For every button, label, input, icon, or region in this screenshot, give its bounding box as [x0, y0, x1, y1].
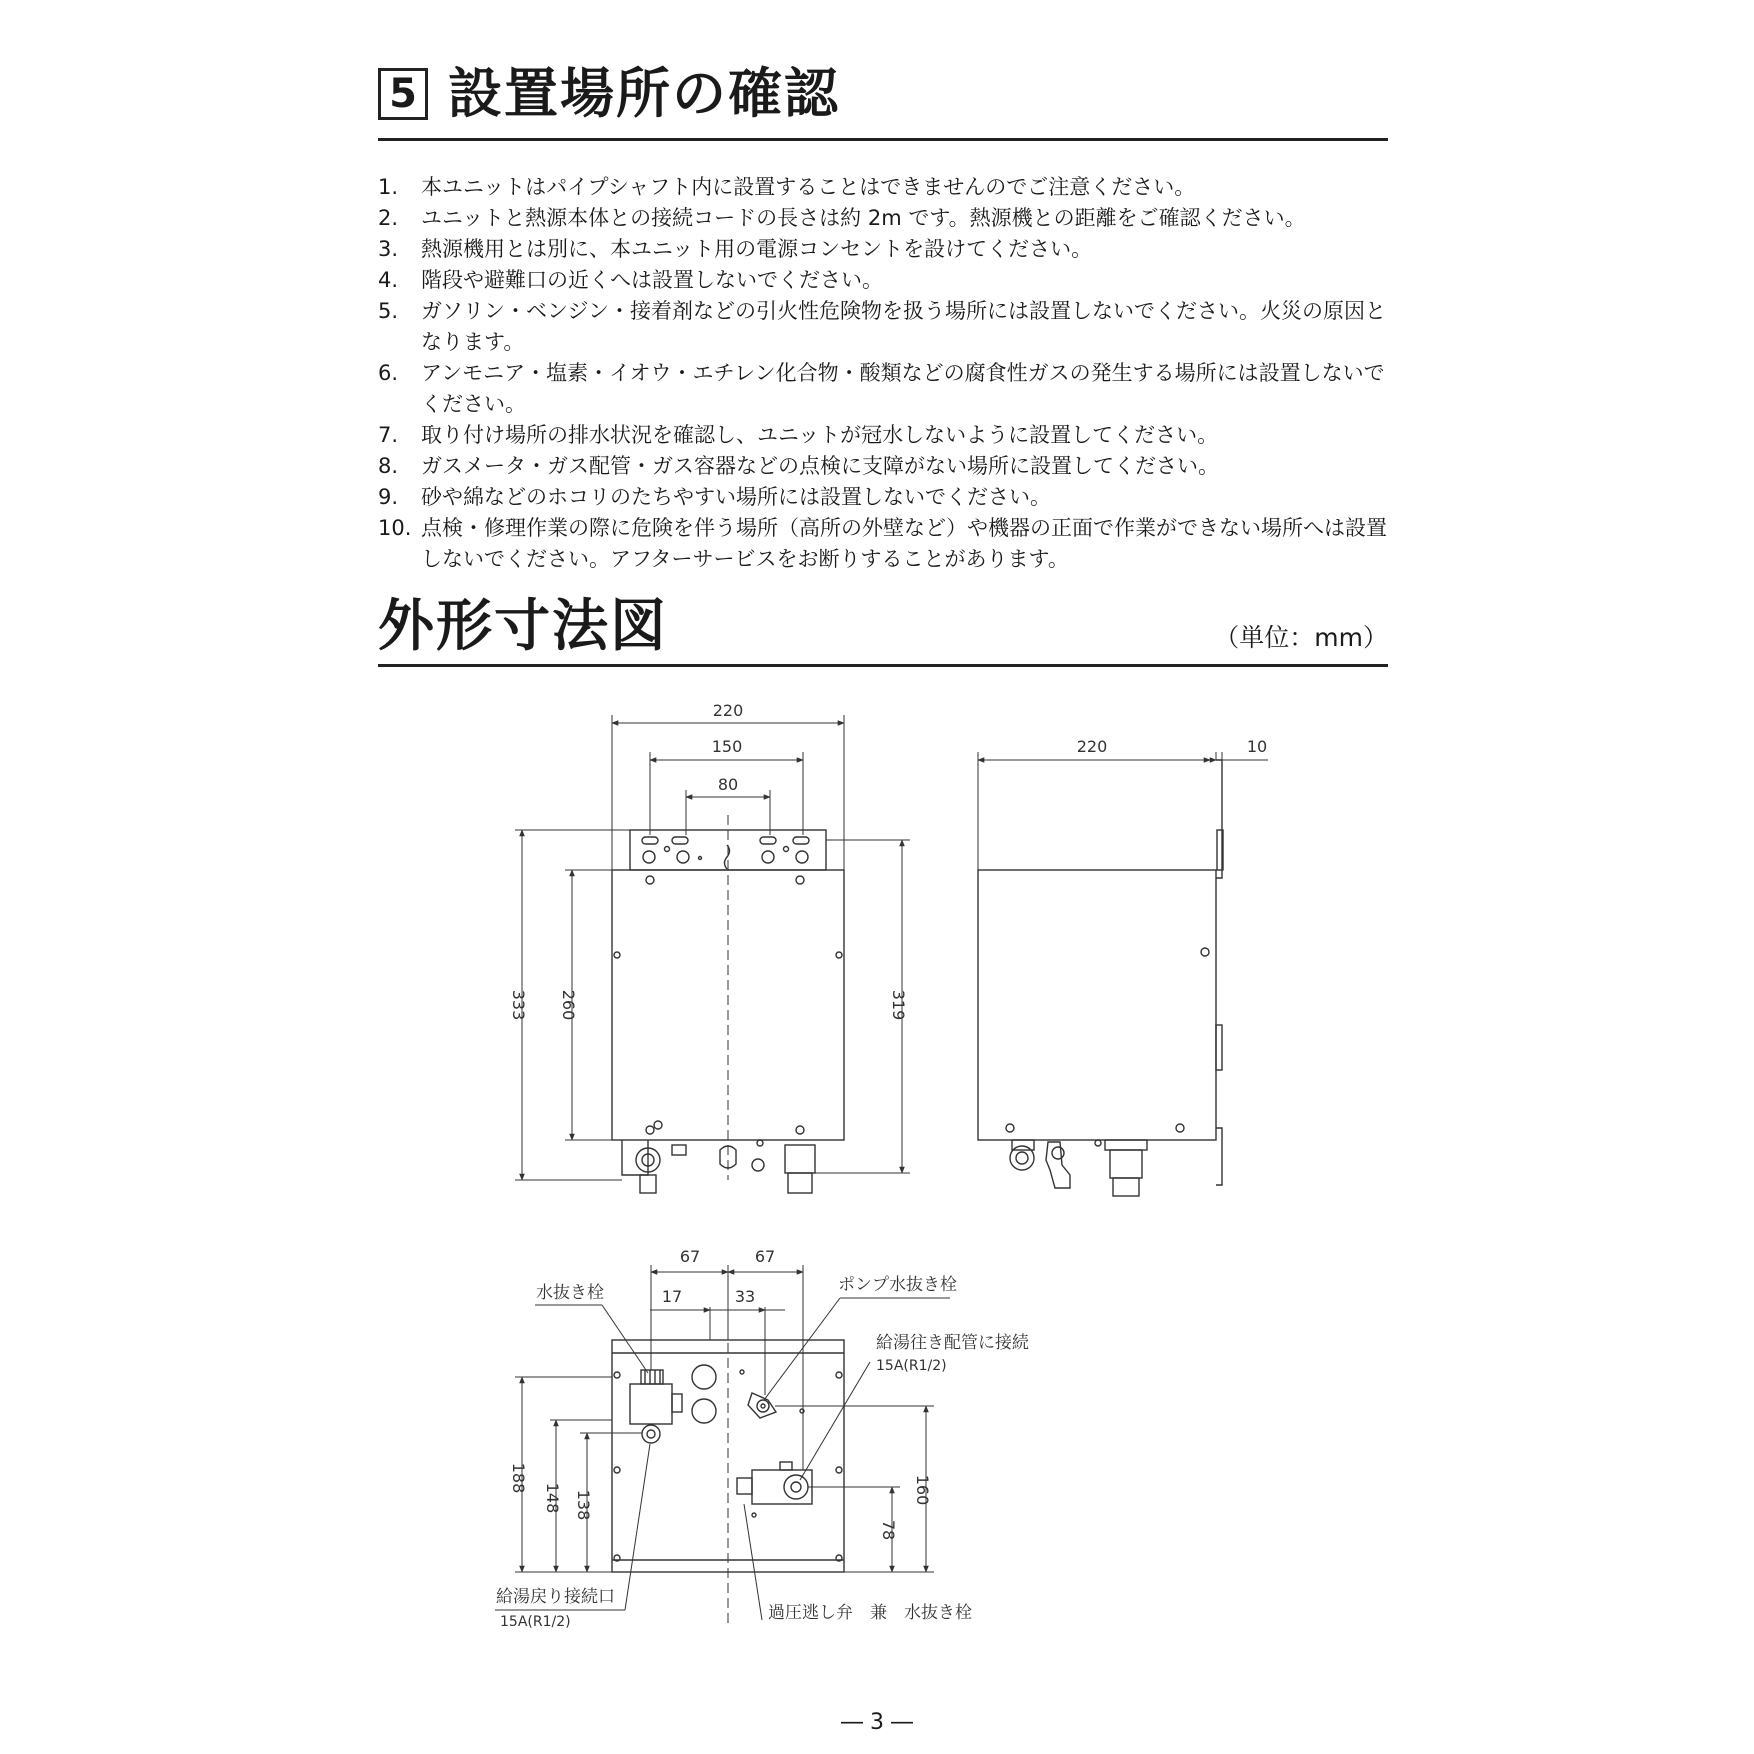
dim-148: 148 [543, 1482, 562, 1514]
item-text: 熱源機用とは別に、本ユニット用の電源コンセントを設けてください。 [421, 237, 1093, 261]
item-text: 階段や避難口の近くへは設置しないでください。 [421, 268, 883, 292]
item-number: 5. [378, 299, 399, 323]
label-pump-drain-plug: ポンプ水抜き栓 [838, 1275, 957, 1295]
dim-160: 160 [913, 1474, 932, 1506]
section-title: 設置場所の確認 [448, 62, 840, 125]
item-text: ガスメータ・ガス配管・ガス容器などの点検に支障がない場所に設置してください。 [421, 454, 1219, 478]
item-text: 砂や綿などのホコリのたちやすい場所には設置しないでください。 [421, 485, 1051, 509]
page-number: ― 3 ― [841, 1710, 913, 1735]
side-view [978, 752, 1268, 1196]
dim-333: 333 [509, 989, 528, 1021]
drawing-title: 外形寸法図 [378, 594, 668, 659]
item-text: アンモニア・塩素・イオウ・エチレン化合物・酸類などの腐食性ガスの発生する場所には設置しないでください。 [421, 361, 1385, 416]
item-number: 7. [378, 423, 399, 447]
bottom-view [495, 1265, 950, 1625]
label-return-port: 給湯戻り接続口 [496, 1587, 615, 1607]
dim-188: 188 [509, 1462, 528, 1494]
dim-260: 260 [559, 989, 578, 1021]
dim-150: 150 [711, 737, 743, 756]
dim-220-front: 220 [712, 701, 744, 720]
item-number: 9. [378, 485, 399, 509]
unit-body-side [978, 870, 1216, 1140]
dim-67-right: 67 [754, 1247, 776, 1266]
dim-78: 78 [879, 1519, 898, 1541]
dim-319: 319 [889, 989, 908, 1021]
dim-67-left: 67 [679, 1247, 701, 1266]
item-number: 10. [378, 516, 412, 540]
item-number: 1. [378, 175, 399, 199]
spec-supply: 15A(R1/2) [876, 1358, 947, 1374]
item-number: 2. [378, 206, 399, 230]
dim-80: 80 [717, 775, 739, 794]
label-relief-valve: 過圧逃し弁 兼 水抜き栓 [768, 1603, 972, 1623]
unit-label: （単位：mm） [1214, 623, 1388, 652]
item-number: 8. [378, 454, 399, 478]
item-number: 6. [378, 361, 399, 385]
dim-138: 138 [574, 1489, 593, 1521]
section-number-box: 5 [378, 68, 428, 120]
item-text: ユニットと熱源本体との接続コードの長さは約 2m です。熱源機との距離をご確認ください。 [421, 206, 1306, 230]
dim-17: 17 [661, 1287, 683, 1306]
dim-220-side: 220 [1076, 737, 1108, 756]
spec-return: 15A(R1/2) [500, 1614, 571, 1630]
label-supply-connection: 給湯往き配管に接続 [876, 1333, 1029, 1353]
item-text: 点検・修理作業の際に危険を伴う場所（高所の外壁など）や機器の正面で作業ができない場所へは設置しないでください。アフターサービスをお断りすることがあります。 [421, 516, 1387, 571]
item-text: 本ユニットはパイプシャフト内に設置することはできませんのでご注意ください。 [421, 175, 1196, 199]
label-drain-plug: 水抜き栓 [536, 1283, 604, 1303]
item-number: 3. [378, 237, 399, 261]
item-number: 4. [378, 268, 399, 292]
dim-33: 33 [734, 1287, 756, 1306]
front-view [515, 715, 910, 1193]
item-text: 取り付け場所の排水状況を確認し、ユニットが冠水しないように設置してください。 [421, 423, 1219, 447]
item-text: ガソリン・ベンジン・接着剤などの引火性危険物を扱う場所には設置しないでください。火災の原因となります。 [421, 299, 1386, 354]
dim-10: 10 [1246, 737, 1268, 756]
